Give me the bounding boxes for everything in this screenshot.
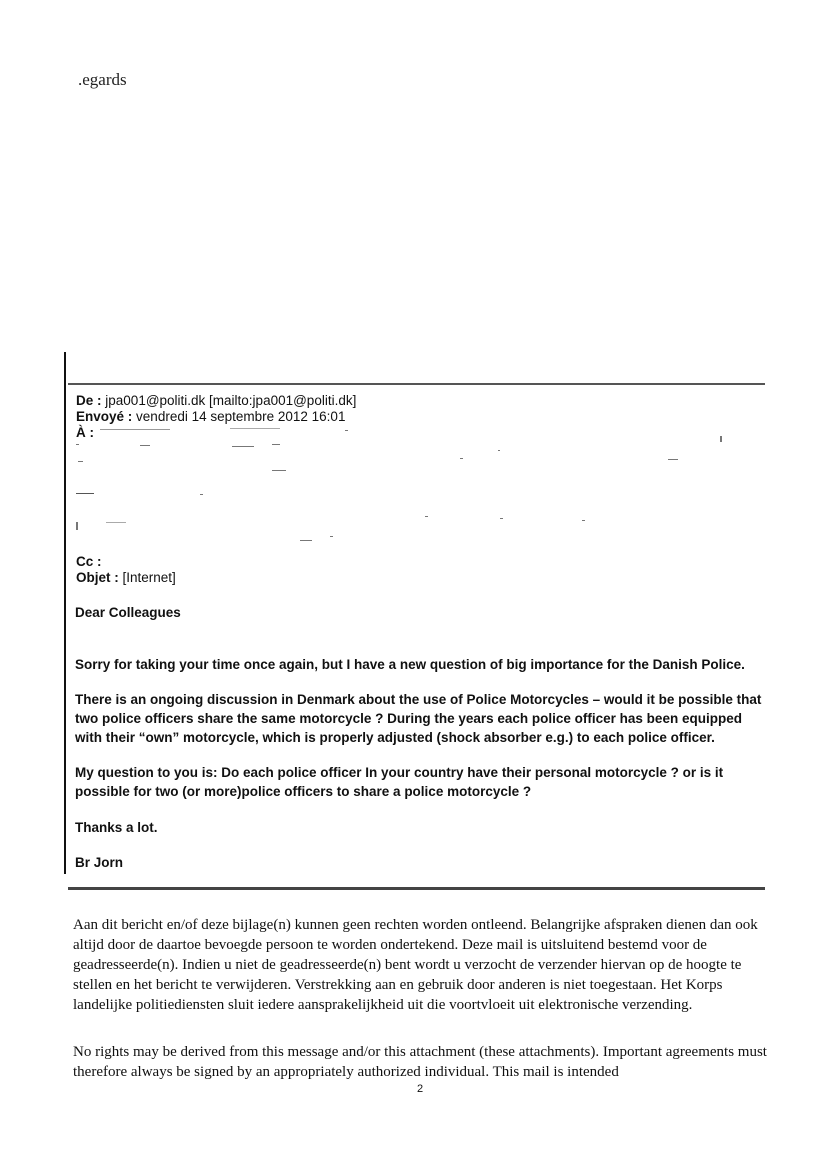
from-value: jpa001@politi.dk [mailto:jpa001@politi.dk] [105, 393, 357, 408]
from-line [76, 393, 356, 409]
redaction-speck [100, 429, 170, 430]
header-divider [68, 383, 765, 385]
from-label: De : [76, 393, 102, 408]
email-paragraph-2: There is an ongoing discussion in Denmark about the use of Police Motorcycles – would it be possible that two police officers share the same motorcycle ? During the years each police officer has been equipped with their “own” motorcycle, which is properly adjusted (shock absorber e.g.) to each police officer. [75, 692, 762, 745]
redaction-speck [230, 428, 280, 429]
redaction-speck [720, 436, 722, 442]
redaction-speck [272, 444, 280, 445]
redaction-speck [106, 522, 126, 523]
disclaimer-english: No rights may be derived from this message and/or this attachment (these attachments). Important agreements must therefore always be signed by an appropriately authorized individual. This mail is intended [73, 1044, 767, 1080]
redaction-speck [460, 458, 463, 459]
redaction-speck [76, 522, 78, 530]
redaction-speck [582, 520, 585, 521]
redaction-speck [76, 493, 94, 494]
disclaimer-dutch: Aan dit bericht en/of deze bijlage(n) kunnen geen rechten worden ontleend. Belangrijke afspraken dienen dan ook altijd door de daartoe bevoegde persoon te worden ondertekend. Deze mail is uitsluitend bestemd voor de geadresseerde(n). Indien u niet de geadresseerde(n) bent wordt u verzocht de verzender hiervan op de hoogte te stellen en het bericht te verwijderen. Verstrekking aan en gebruik door anderen is niet toegestaan. Het Korps landelijke politiediensten sluit iedere aansprakelijkheid uit die voortvloeit uit elektronische verzending. [73, 917, 758, 1013]
to-line [76, 425, 94, 441]
footer-divider [68, 887, 765, 890]
redaction-speck [500, 518, 503, 519]
redaction-speck [272, 470, 286, 471]
redaction-speck [668, 459, 678, 460]
redaction-speck [498, 450, 500, 451]
page-number: 2 [416, 1083, 424, 1095]
sent-label: Envoyé : [76, 409, 133, 424]
quote-bar [64, 352, 66, 874]
redaction-speck [300, 540, 312, 541]
redaction-speck [330, 536, 333, 537]
redaction-speck [232, 446, 254, 447]
regards-fragment: .egards [78, 70, 127, 89]
greeting: Dear Colleagues [75, 605, 181, 620]
cc-line [76, 554, 102, 570]
subject-value: [Internet] [122, 570, 176, 585]
redaction-speck [425, 516, 428, 517]
redaction-speck [200, 494, 203, 495]
redaction-speck [345, 430, 348, 431]
subject-label: Objet : [76, 570, 119, 585]
thanks-line: Thanks a lot. [75, 820, 158, 835]
subject-line [76, 570, 176, 586]
redaction-speck [76, 444, 79, 445]
redaction-speck [78, 461, 83, 462]
email-paragraph-3: My question to you is: Do each police officer In your country have their personal motorcycle ? or is it possible for two (or more)police officers to share a police motorcycle ? [75, 765, 724, 799]
email-paragraph-1: Sorry for taking your time once again, but I have a new question of big importance for the Danish Police. [75, 657, 745, 672]
sent-value: vendredi 14 septembre 2012 16:01 [136, 409, 346, 424]
cc-label: Cc : [76, 554, 102, 569]
redaction-speck [140, 445, 150, 446]
signature: Br Jorn [75, 855, 124, 870]
to-label: À : [76, 425, 94, 440]
sent-line [76, 409, 345, 425]
